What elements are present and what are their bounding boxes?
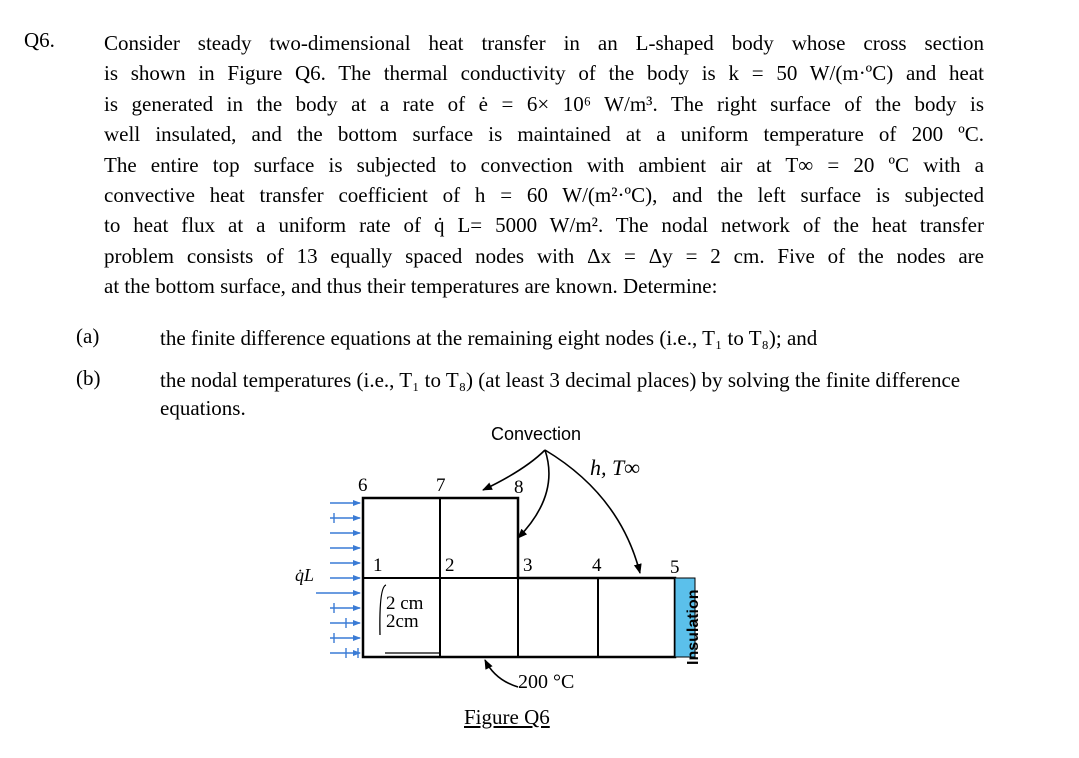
node-label-2: 2: [445, 555, 455, 576]
figure-q6: [290, 415, 750, 745]
part-a-label: (a): [76, 324, 100, 348]
question-line: Consider steady two-dimensional heat transfer in an L-shaped body whose cross section: [104, 31, 984, 55]
dy-label: 2cm: [386, 611, 419, 632]
node-label-3: 3: [523, 555, 533, 576]
bottom-temp-arrow: [485, 660, 518, 687]
node-label-1: 1: [373, 555, 383, 576]
node-label-7: 7: [436, 475, 446, 496]
heat-flux-arrows: [316, 503, 360, 653]
convection-label: Convection: [491, 424, 582, 444]
question-line: The entire top surface is subjected to convection with ambient air at T∞ = 20 ºC with a: [104, 152, 984, 177]
question-number: Q6.: [24, 28, 55, 52]
figure-caption: Figure Q6: [464, 705, 550, 729]
part-b-label: (b): [76, 366, 101, 390]
question-line: convective heat transfer coefficient of h = 60 W/(m²·ºC), and the left surface is subjected: [104, 182, 984, 207]
heat-flux-label: q̇L: [295, 565, 315, 585]
dx-label: 2 cm: [386, 593, 424, 614]
question-line: to heat flux at a uniform rate of q̇ L= 5000 W/m². The nodal network of the heat transfer: [104, 213, 984, 238]
flux-arrow-ticks: [334, 513, 358, 658]
question-line: is generated in the body at a rate of ė = 6× 10⁶ W/m³. The right surface of the body is: [104, 91, 984, 116]
node-label-5: 5: [670, 557, 680, 578]
nodal-network-diagram: [290, 415, 750, 745]
question-line: at the bottom surface, and thus their temperatures are known. Determine:: [104, 274, 718, 299]
bottom-temp-label: 200 °C: [518, 671, 575, 693]
question-line: well insulated, and the bottom surface is maintained at a uniform temperature of 200 ºC.: [104, 122, 984, 147]
insulation-label: Insulation: [685, 589, 702, 665]
part-b-text: the nodal temperatures (i.e., T₁ to T₈) (at least 3 decimal places) by solving the finite difference equations.: [160, 368, 961, 420]
question-line: problem consists of 13 equally spaced nodes with Δx = Δy = 2 cm. Five of the nodes are: [104, 243, 984, 268]
node-label-4: 4: [592, 555, 602, 576]
question-line: is shown in Figure Q6. The thermal conductivity of the body is k = 50 W/(m·ºC) and heat: [104, 61, 984, 86]
node-label-8: 8: [514, 477, 524, 498]
node-label-6: 6: [358, 475, 368, 496]
question-text: [104, 28, 984, 302]
h-tinf-label: h, T∞: [590, 455, 640, 480]
part-a-text: the finite difference equations at the remaining eight nodes (i.e., T₁ to T₈); and: [160, 326, 818, 350]
